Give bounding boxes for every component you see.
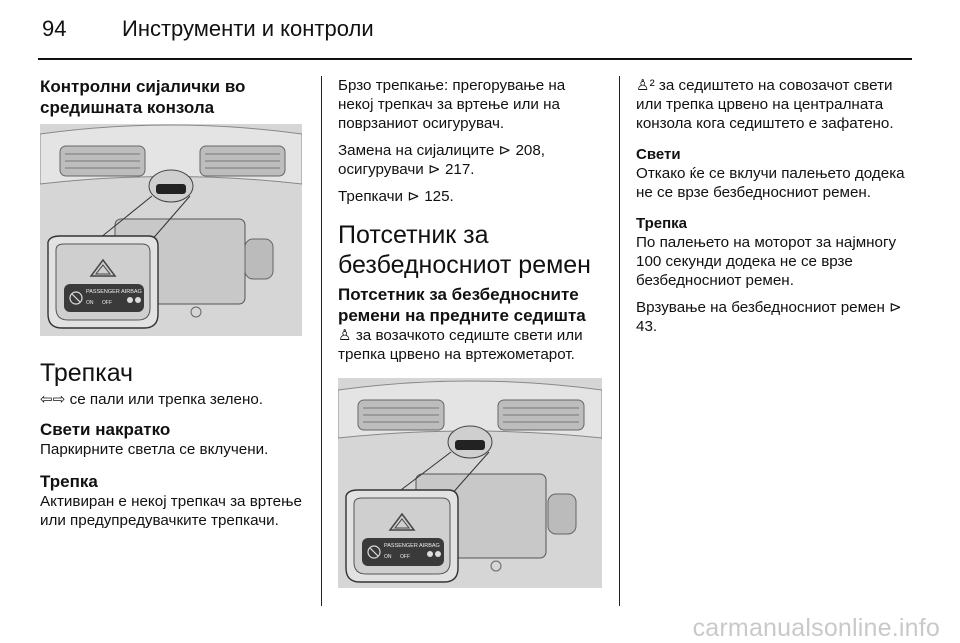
flashers-text: Трепкачи [338, 188, 408, 205]
replace-text-2: осигурувачи [338, 161, 428, 178]
lights-title: Свети [636, 146, 681, 163]
console-illustration-2 [338, 378, 602, 588]
chapter-title: Инструменти и контроли [122, 16, 374, 41]
driver-belt-icon: ♙ [338, 327, 352, 344]
lights-text: Откако ќе се вклучи палењето додека не се врзе безбедносниот ремен. [636, 165, 905, 201]
reminder-title: Потсетник за безбедносниот ремен [338, 221, 591, 279]
blinks-text: По палењето на моторот за најмногу 100 секунди додека не се врзе безбедносниот ремен. [636, 234, 897, 289]
column-divider-2 [619, 76, 620, 606]
fasten-ref[interactable]: 43. [636, 318, 658, 335]
airbag-label: PASSENGER AIRBAG [384, 543, 440, 549]
on-label: ON [86, 300, 94, 306]
column-1 [40, 76, 306, 538]
blinks-title: Трепка [636, 215, 688, 232]
fasten-text: Врзување на безбедносниот ремен [636, 299, 890, 316]
ref-arrow-icon: ⊳ [498, 142, 512, 159]
ref-arrow-icon: ⊳ [889, 299, 902, 316]
passenger-belt-icon: ♙² [636, 77, 655, 94]
off-label: OFF [400, 554, 410, 560]
flashers-ref[interactable]: 125. [424, 188, 454, 205]
lights-short-title: Свети накратко [40, 420, 171, 439]
column-3 [636, 76, 906, 344]
flasher-text: се пали или трепка зелено. [65, 391, 264, 408]
fast-blink-text: Брзо трепкање: прегорување на некој трепкач за вртење или на поврзаниот осигурувач. [338, 77, 566, 132]
off-label: OFF [102, 300, 112, 306]
ref-arrow-icon: ⊳ [427, 161, 441, 178]
flasher-arrows-icon: ⇦⇨ [40, 391, 66, 408]
front-seats-title: Потсетник за безбедносните ремени на предните седишта [338, 285, 586, 325]
passenger-text: за седиштето на совозачот свети или трепка црвено на централната конзола кога седиштето е зафатено. [636, 77, 894, 132]
section-title: Контролни сијалички во средишната конзола [40, 77, 246, 117]
replace-ref-2[interactable]: 217. [444, 161, 475, 178]
replace-ref-1[interactable]: 208, [515, 142, 546, 159]
replace-text-1: Замена на сијалиците [338, 142, 499, 159]
header-rule [38, 58, 912, 60]
lights-short-text: Паркирните светла се вклучени. [40, 441, 269, 458]
column-2 [338, 76, 604, 588]
driver-text: за возачкото седиште свети или трепка црвено на вртежометарот. [338, 327, 583, 363]
blinks-text: Активиран е некој трепкач за вртење или предупредувачките трепкачи. [40, 493, 302, 529]
page-header [38, 10, 918, 50]
console-illustration-1 [40, 124, 302, 336]
airbag-label: PASSENGER AIRBAG [86, 289, 142, 295]
watermark: carmanualsonline.info [692, 614, 940, 642]
on-label: ON [384, 554, 392, 560]
column-divider-1 [321, 76, 322, 606]
flasher-title: Трепкач [40, 359, 134, 387]
blinks-title: Трепка [40, 472, 98, 491]
page-number: 94 [42, 16, 67, 41]
ref-arrow-icon: ⊳ [407, 188, 420, 205]
